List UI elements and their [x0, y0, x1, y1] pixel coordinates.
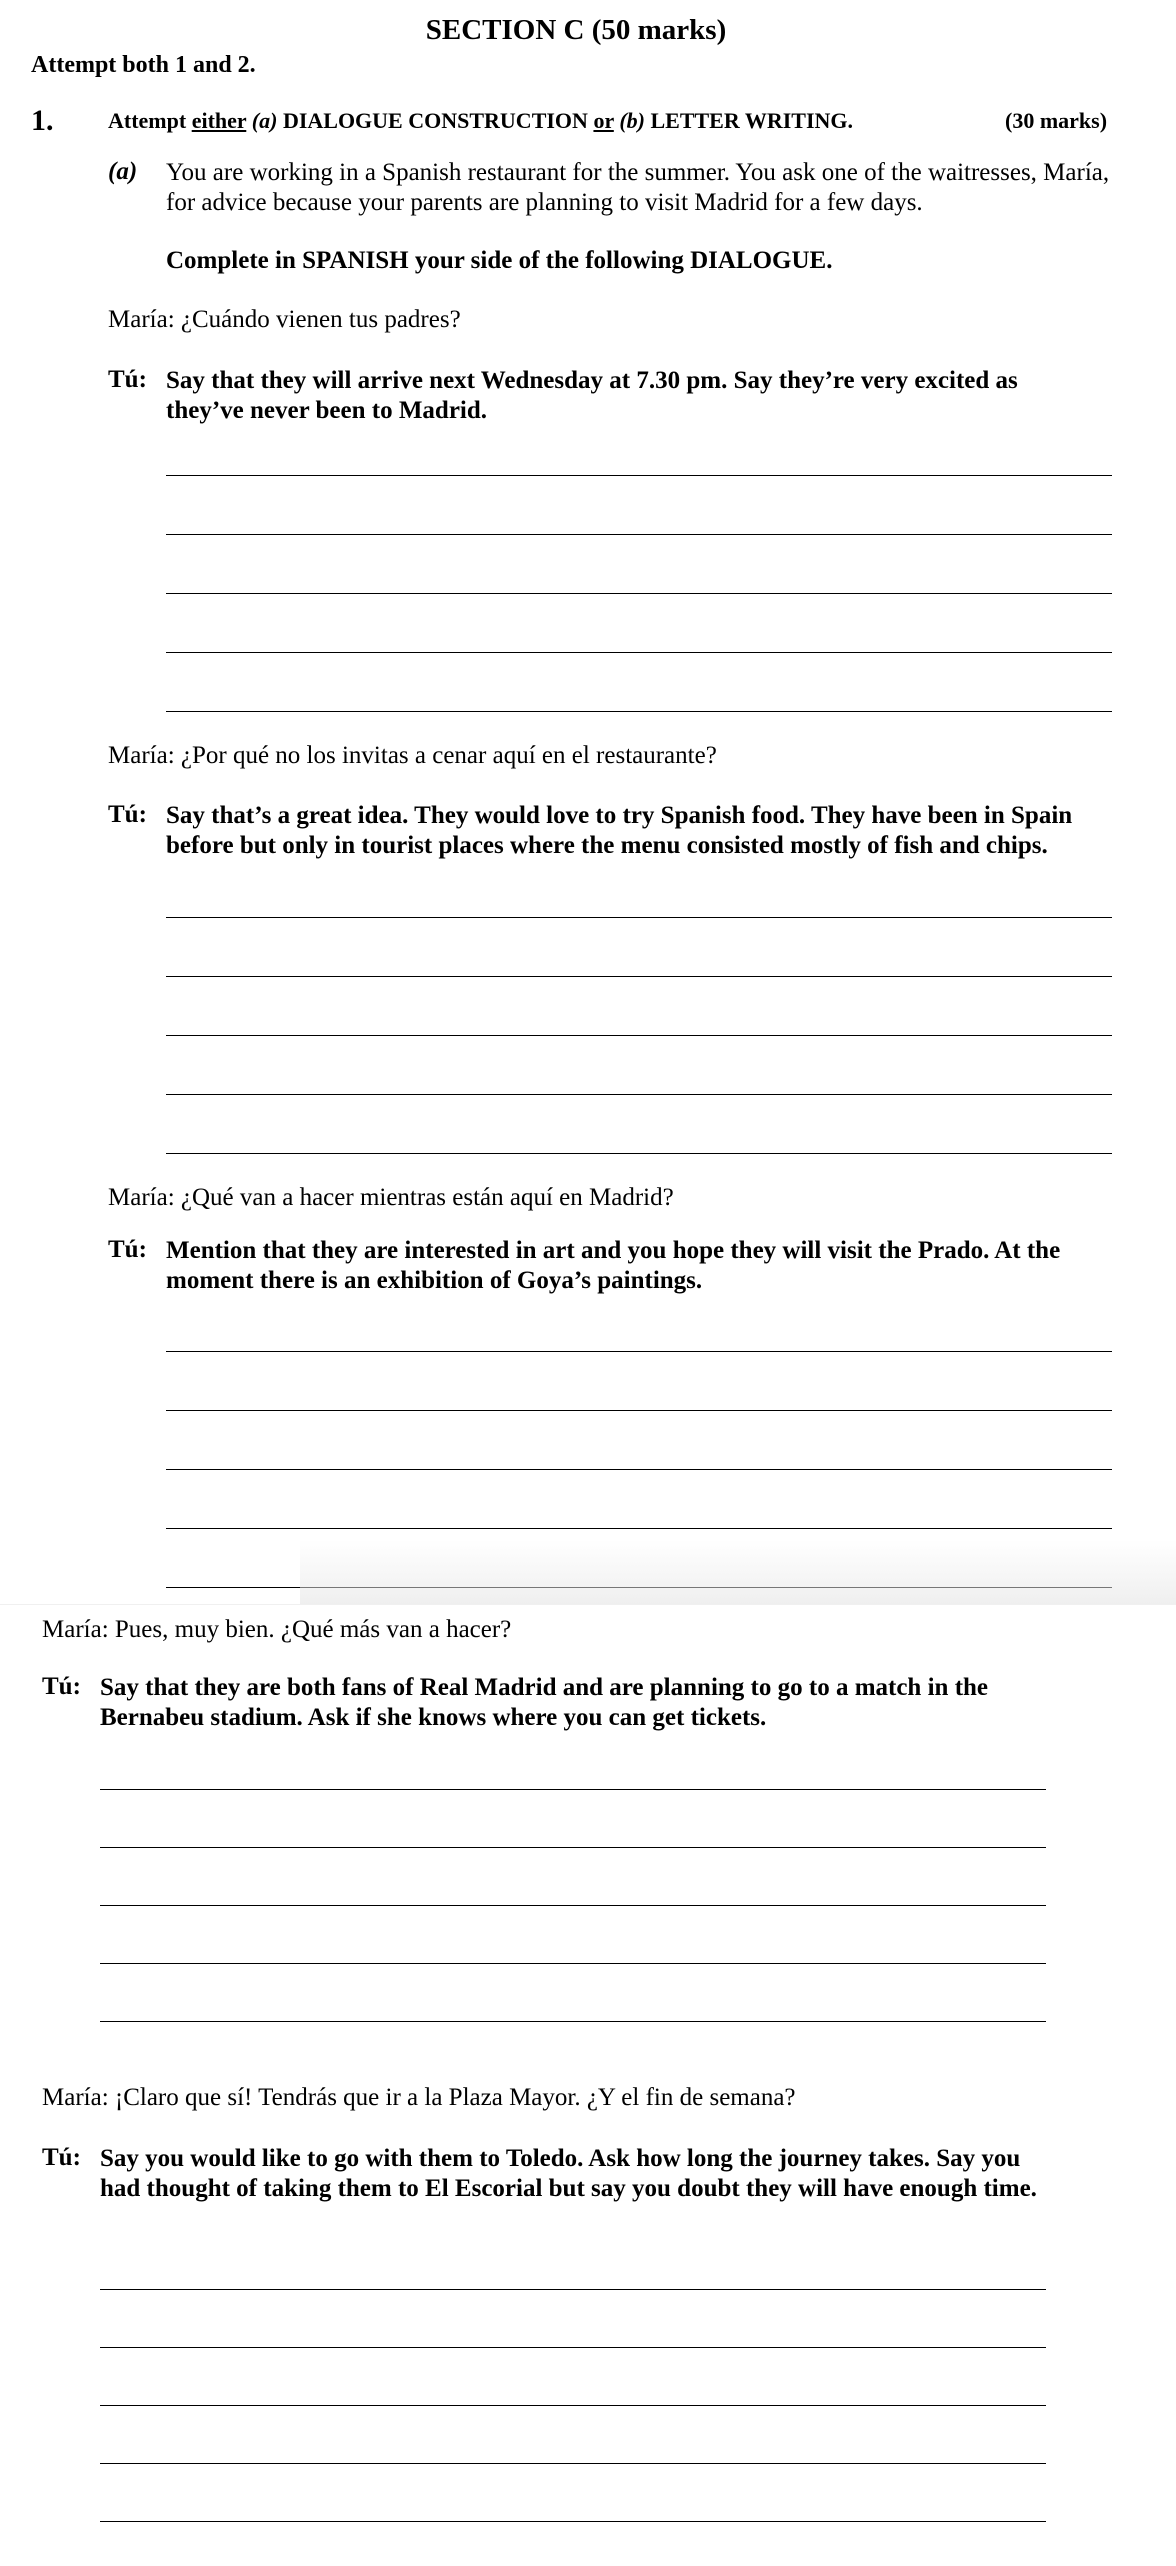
maria-line-5: María: ¡Claro que sí! Tendrás que ir a la Plaza Mayor. ¿Y el fin de semana?	[42, 2084, 796, 2111]
answer-line[interactable]	[100, 1789, 1046, 1790]
heading-b: (b)	[619, 108, 645, 133]
tu-label-5: Tú:	[42, 2144, 81, 2171]
heading-a: (a)	[251, 108, 278, 133]
answer-line[interactable]	[166, 652, 1112, 653]
tu-label-4: Tú:	[42, 1673, 81, 1700]
heading-mid: DIALOGUE CONSTRUCTION	[277, 108, 594, 133]
answer-line[interactable]	[166, 1410, 1112, 1411]
answer-line[interactable]	[166, 475, 1112, 476]
answer-line[interactable]	[100, 2463, 1046, 2464]
question-number: 1.	[31, 104, 54, 137]
heading-either: either	[191, 108, 247, 133]
answer-line[interactable]	[100, 2405, 1046, 2406]
answer-line[interactable]	[100, 1963, 1046, 1964]
tu-prompt-5: Say you would like to go with them to Toledo. Ask how long the journey takes. Say you had thought of taking them to El Escorial but say you doubt they will have enough time.	[100, 2145, 1037, 2202]
question-heading	[108, 108, 853, 134]
page-edge-shadow	[300, 1540, 1176, 1605]
tu-prompt-3: Mention that they are interested in art and you hope they will visit the Prado. At the moment there is an exhibition of Goya’s paintings.	[166, 1237, 1061, 1294]
tu-label-3: Tú:	[108, 1236, 147, 1263]
answer-line[interactable]	[100, 1847, 1046, 1848]
answer-line[interactable]	[100, 2021, 1046, 2022]
answer-line[interactable]	[166, 1351, 1112, 1352]
heading-end: LETTER WRITING.	[644, 108, 854, 133]
answer-line[interactable]	[100, 2521, 1046, 2522]
heading-or: or	[593, 108, 614, 133]
answer-line[interactable]	[166, 1469, 1112, 1470]
answer-line[interactable]	[100, 2289, 1046, 2290]
part-instruction: Complete in SPANISH your side of the following DIALOGUE.	[166, 247, 833, 274]
answer-line[interactable]	[166, 1153, 1112, 1154]
tu-prompt-1: Say that they will arrive next Wednesday at 7.30 pm. Say they’re very excited as they’ve never been to Madrid.	[166, 367, 1018, 424]
heading-pre: Attempt	[108, 108, 192, 133]
tu-label-2: Tú:	[108, 801, 147, 828]
part-label: (a)	[108, 158, 138, 185]
answer-line[interactable]	[166, 1035, 1112, 1036]
answer-line[interactable]	[100, 2347, 1046, 2348]
answer-line[interactable]	[166, 1528, 1112, 1529]
answer-line[interactable]	[100, 1905, 1046, 1906]
answer-line[interactable]	[166, 1094, 1112, 1095]
answer-line[interactable]	[166, 976, 1112, 977]
answer-line[interactable]	[166, 593, 1112, 594]
page-break	[0, 1604, 1176, 1605]
part-intro: You are working in a Spanish restaurant for the summer. You ask one of the waitresses, María, for advice because your parents are planning to visit Madrid for a few days.	[166, 159, 1110, 216]
section-title: SECTION C (50 marks)	[425, 14, 727, 46]
maria-line-1: María: ¿Cuándo vienen tus padres?	[108, 306, 461, 333]
tu-prompt-2: Say that’s a great idea. They would love to try Spanish food. They have been in Spain before but only in tourist places where the menu consisted mostly of fish and chips.	[166, 802, 1073, 859]
maria-line-4: María: Pues, muy bien. ¿Qué más van a hacer?	[42, 1616, 512, 1643]
tu-label-1: Tú:	[108, 366, 147, 393]
answer-line[interactable]	[166, 534, 1112, 535]
tu-prompt-4: Say that they are both fans of Real Madrid and are planning to go to a match in the Bernabeu stadium. Ask if she knows where you can get tickets.	[100, 1674, 989, 1731]
answer-line[interactable]	[166, 711, 1112, 712]
answer-line[interactable]	[166, 917, 1112, 918]
question-marks: (30 marks)	[1005, 108, 1108, 133]
section-instruction: Attempt both 1 and 2.	[31, 52, 256, 78]
maria-line-2: María: ¿Por qué no los invitas a cenar aquí en el restaurante?	[108, 742, 717, 769]
maria-line-3: María: ¿Qué van a hacer mientras están aquí en Madrid?	[108, 1184, 674, 1211]
